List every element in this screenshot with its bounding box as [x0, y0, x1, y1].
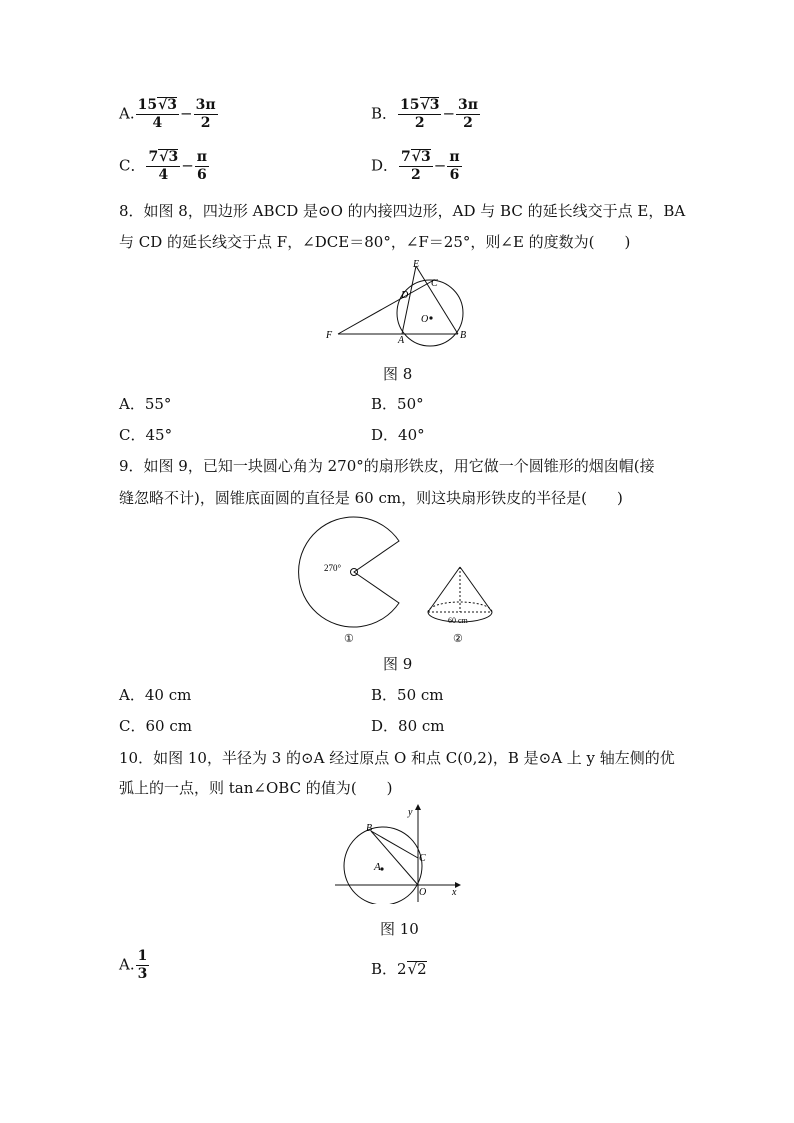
fraction: $\frac{\pi}{6}$: [449, 149, 460, 183]
label-c: C: [431, 278, 438, 289]
label-o: O: [419, 887, 427, 898]
sqrt-sign: √3: [158, 97, 178, 113]
label-e: E: [413, 259, 420, 270]
q9-option-c: C．60 cm: [119, 717, 192, 735]
q8-option-a: A．55°: [119, 395, 172, 413]
sqrt-sign: √3: [420, 97, 440, 113]
label-f: F: [326, 330, 333, 341]
q10-option-b: B．2√2: [371, 960, 427, 978]
q8-stem-line-2: 与 CD 的延长线交于点 F，∠DCE＝80°，∠F＝25°，则∠E 的度数为( ): [119, 233, 631, 251]
q7-option-c: C． $\frac{7√3}{4}$ − $\frac{\pi}{6}$: [119, 149, 208, 183]
q9-option-a: A．40 cm: [119, 686, 192, 704]
fraction: $\frac{\pi}{6}$: [196, 149, 208, 183]
label-o: O: [421, 314, 429, 325]
fraction: $\frac{3\pi}{2}$: [458, 97, 479, 131]
fraction: $\frac{1}{3}$: [137, 948, 148, 982]
fraction: $\frac{7√3}{2}$: [401, 149, 431, 183]
label-b: B: [366, 823, 373, 834]
q7-option-d: D． $\frac{7√3}{2}$ − $\frac{\pi}{6}$: [371, 149, 460, 183]
q10-option-a: A. $\frac{1}{3}$: [119, 948, 148, 982]
q9-option-d: D．80 cm: [371, 717, 445, 735]
q10-stem-line-1: 10．如图 10，半径为 3 的⊙A 经过原点 O 和点 C(0,2)，B 是⊙A 上 y 轴左侧的优: [119, 749, 675, 767]
label-a: A: [398, 335, 405, 346]
q10-stem-line-2: 弧上的一点，则 tan∠OBC 的值为( ): [119, 779, 393, 797]
label-a: A: [374, 861, 381, 873]
q9-stem-line-2: 缝忽略不计)，圆锥底面圆的直径是 60 cm，则这块扇形铁皮的半径是( ): [119, 489, 623, 507]
figure-9-diagram: [296, 514, 506, 648]
fraction: $\frac{3\pi}{2}$: [195, 97, 216, 131]
figure-10-caption: 图 10: [380, 920, 419, 938]
sqrt-sign: √3: [411, 149, 431, 165]
fraction: $\frac{15√3}{4}$: [137, 97, 178, 131]
fraction: $\frac{7√3}{4}$: [148, 149, 179, 183]
figure-10-diagram: [333, 804, 463, 904]
q8-option-c: C．45°: [119, 426, 173, 444]
label-d: D: [401, 290, 409, 301]
fraction: $\frac{15√3}{2}$: [400, 97, 440, 131]
figure-8-caption: 图 8: [383, 365, 413, 383]
q7-option-b: B． $\frac{15√3}{2}$ − $\frac{3\pi}{2}$: [371, 97, 479, 131]
q8-stem-line-1: 8．如图 8，四边形 ABCD 是⊙O 的内接四边形，AD 与 BC 的延长线交于点 E，BA: [119, 202, 686, 220]
q9-option-b: B．50 cm: [371, 686, 444, 704]
diameter-label: 60 cm: [448, 616, 468, 625]
sqrt-sign: √2: [407, 960, 427, 978]
figure-8-diagram: [318, 256, 478, 352]
q9-stem-line-1: 9．如图 9，已知一块圆心角为 270°的扇形铁皮，用它做一个圆锥形的烟囱帽(接: [119, 457, 655, 475]
label-y: y: [408, 807, 413, 818]
angle-label: 270°: [324, 563, 342, 573]
label-c: C: [419, 853, 426, 864]
q8-option-b: B．50°: [371, 395, 424, 413]
label-x: x: [452, 887, 457, 898]
figure-9-caption: 图 9: [383, 655, 413, 673]
sub-figure-2-label: ②: [453, 633, 463, 645]
label-b: B: [460, 330, 467, 341]
q7-option-a: A. $\frac{15√3}{4}$ − $\frac{3\pi}{2}$: [119, 97, 216, 131]
q8-option-d: D．40°: [371, 426, 425, 444]
sqrt-sign: √3: [159, 149, 179, 165]
sub-figure-1-label: ①: [344, 633, 354, 645]
